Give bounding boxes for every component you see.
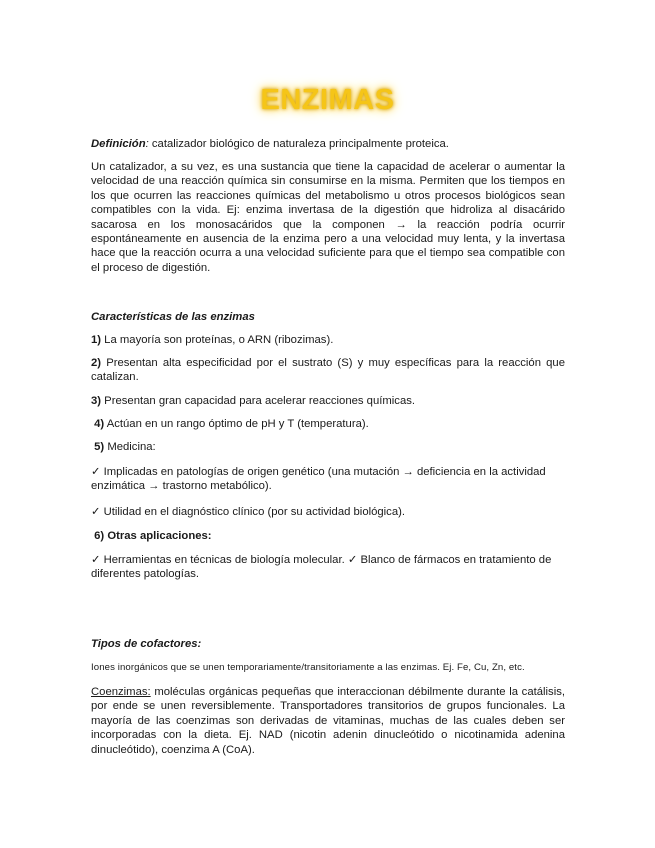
characteristic-item-3 <box>91 394 565 408</box>
coenzymes-label: Coenzimas: <box>91 686 151 698</box>
item-text: Presentan alta especificidad por el sustrato (S) y muy específicas para la reacción que catalizan. <box>91 357 565 384</box>
characteristic-item-5 <box>91 440 565 454</box>
item-text: La mayoría son proteínas, o ARN (ribozimas). <box>101 334 334 346</box>
definition-text: catalizador biológico de naturaleza principalmente proteica. <box>148 138 449 150</box>
item-text: Medicina: <box>104 441 156 453</box>
item-number: 2) <box>91 357 102 369</box>
item-number: 4) <box>91 418 105 430</box>
other-applications-text: ✓ Herramientas en técnicas de biología molecular. ✓ Blanco de fármacos en tratamiento de diferentes patologías. <box>91 554 552 581</box>
page-title: ENZIMAS <box>260 84 395 116</box>
characteristic-item-2 <box>91 356 565 385</box>
other-applications-heading: 6) Otras aplicaciones: <box>91 530 212 542</box>
characteristic-item-1 <box>91 333 565 347</box>
definition-line <box>91 137 565 151</box>
coenzymes-text: moléculas orgánicas pequeñas que interaccionan débilmente durante la catálisis, por ende se unen reversiblemente. Transportadores transitorios de grupos funcionales. La mayoría de las coenzimas son derivadas de vitaminas, muchas de las cuales deben ser incorporadas con la dieta. Ej. NAD (nicotin adenin dinucleótido o nicotinamida adenina dinucleótido), coenzima A (CoA). <box>91 686 565 756</box>
item-text: Actúan en un rango óptimo de pH y T (temperatura). <box>104 418 369 430</box>
inorganic-ions-text: Iones inorgánicos que se unen temporariamente/transitoriamente a las enzimas. Ej. Fe, Cu, Zn, etc. <box>91 662 525 673</box>
cofactors-heading: Tipos de cofactores: <box>91 638 202 650</box>
item-text: Presentan gran capacidad para acelerar reacciones químicas. <box>101 395 416 407</box>
characteristics-heading: Características de las enzimas <box>91 311 255 323</box>
characteristic-item-4 <box>91 417 565 431</box>
coenzymes-paragraph <box>91 685 565 757</box>
item-number: 1) <box>91 334 102 346</box>
definition-label: Definición <box>91 138 146 150</box>
medicine-point-1: ✓ Implicadas en patologías de origen genético (una mutación → deficiencia en la actividad enzimática → trastorno metabólico). <box>91 466 546 493</box>
item-number: 3) <box>91 395 102 407</box>
definition-paragraph: Un catalizador, a su vez, es una sustancia que tiene la capacidad de acelerar o aumentar la velocidad de una reacción química sin consumirse en la misma. Permiten que los tiempos en los que ocurren las reacciones químicas del metabolismo u otros procesos biológicos sean compatibles con la vida. Ej: enzima invertasa de la digestión que hidroliza al disacárido sacarosa en los monosacáridos que la componen → la reacción podría ocurrir espontáneamente en ausencia de la enzima pero a una velocidad muy lenta, y la invertasa hace que la reacción ocurra a una velocidad suficiente para que el tiempo sea compatible con el proceso de digestión. <box>91 161 565 274</box>
item-number: 5) <box>91 441 105 453</box>
definition-colon: : <box>145 138 149 150</box>
medicine-point-2: ✓ Utilidad en el diagnóstico clínico (por su actividad biológica). <box>91 506 406 518</box>
